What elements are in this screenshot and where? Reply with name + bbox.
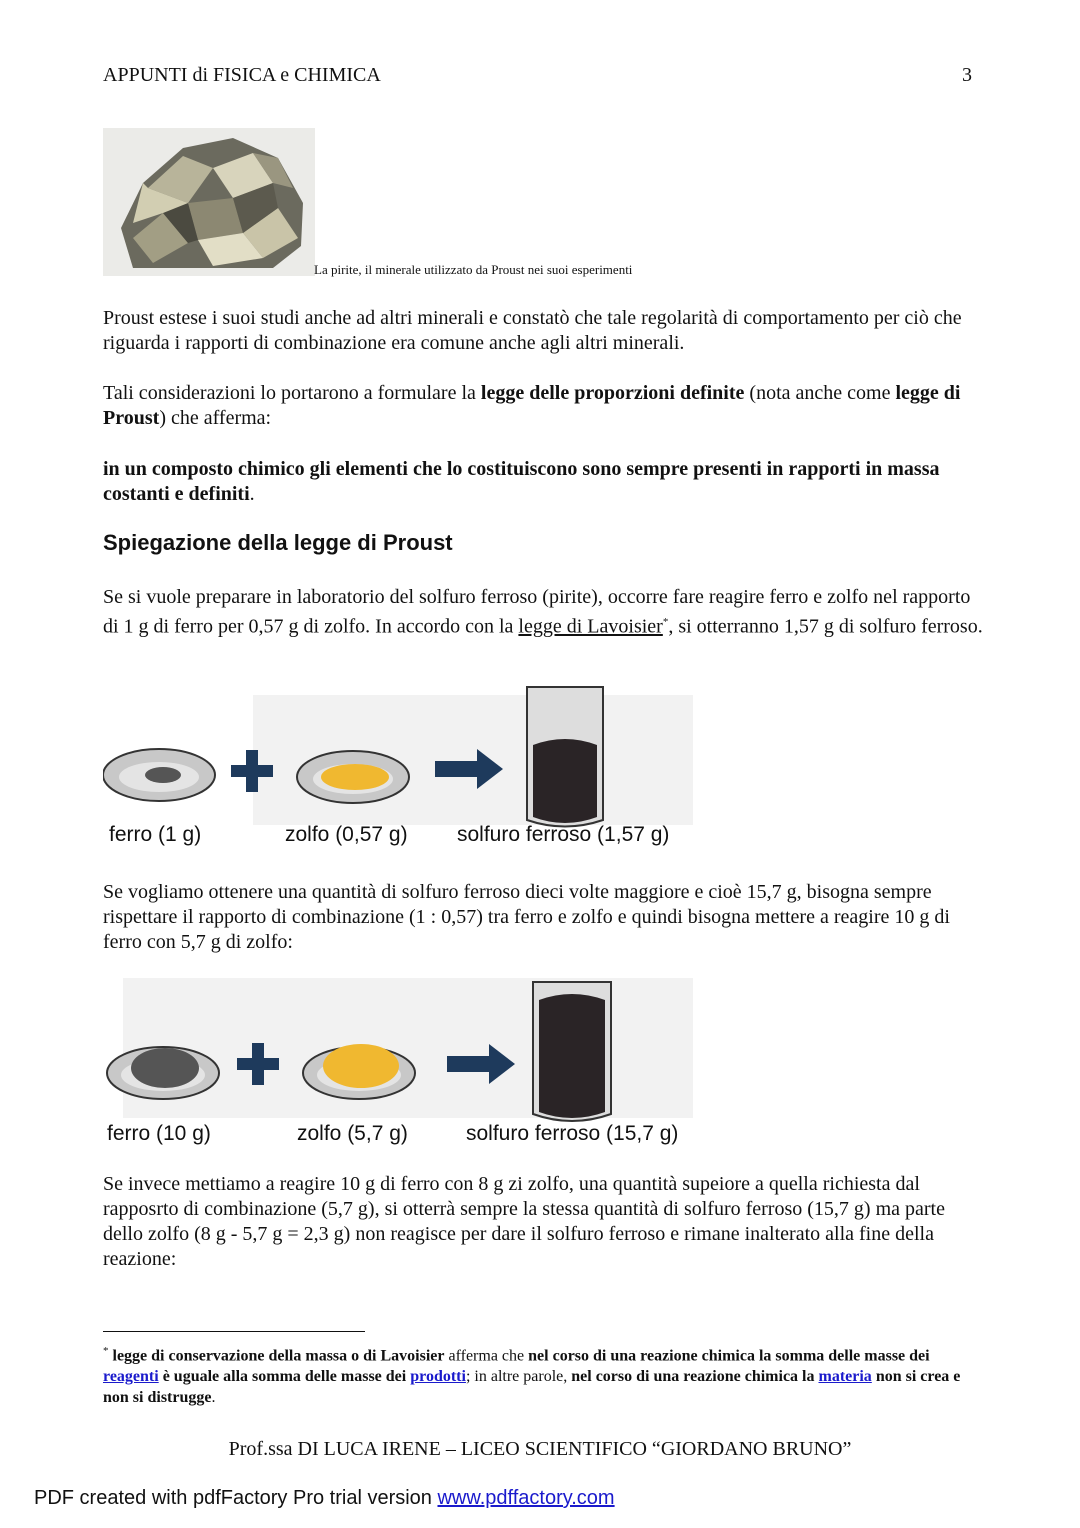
product-label: solfuro ferroso (1,57 g) [457, 823, 670, 846]
footnote-mark: * [662, 616, 669, 628]
sulfur-label: zolfo (5,7 g) [297, 1122, 408, 1145]
sulfur-dish [297, 751, 409, 803]
page-footer: Prof.ssa DI LUCA IRENE – LICEO SCIENTIFICO “GIORDANO BRUNO” [228, 1438, 852, 1460]
footnote [103, 1341, 983, 1408]
text: . [249, 483, 255, 505]
reaction-figure-1 [103, 685, 693, 855]
law-name-bold: legge delle proporzioni definite [480, 382, 745, 404]
text: ) che afferma: [159, 407, 272, 429]
text: ; in altre parole, [465, 1368, 572, 1386]
lavoisier-link[interactable]: legge di Lavoisier [518, 615, 663, 638]
law-statement [103, 457, 983, 507]
text-bold: nel corso di una reazione chimica la [571, 1368, 819, 1386]
header-title: APPUNTI di FISICA e CHIMICA [103, 64, 381, 86]
text: (nota anche come [744, 382, 896, 404]
text-bold: nel corso di una reazione chimica la somma delle masse dei [528, 1347, 930, 1365]
iron-dish [107, 1047, 219, 1099]
text: . [211, 1389, 216, 1407]
prodotti-link[interactable]: prodotti [410, 1368, 466, 1386]
reaction-figure-2 [103, 978, 693, 1148]
paragraph-tenfold: Se vogliamo ottenere una quantità di solfuro ferroso dieci volte maggiore e cioè 15,7 g, bisogna sempre rispettare il rapporto di combinazione (1 : 0,57) tra ferro e zolfo e quindi bisogna mettere a reagire 10 g di ferro con 5,7 g di zolfo: [103, 881, 950, 953]
paragraph-proust-studies: Proust estese i suoi studi anche ad altri minerali e constatò che tale regolarità di comportamento per ciò che riguarda i rapporti di combinazione era comune anche agli altri minerali. [103, 307, 962, 354]
iron-label: ferro (1 g) [109, 823, 202, 846]
sulfur-label: zolfo (0,57 g) [285, 823, 408, 846]
page-number: 3 [962, 64, 972, 86]
iron-dish [103, 749, 215, 801]
text: afferma che [444, 1347, 529, 1365]
product-label: solfuro ferroso (15,7 g) [466, 1122, 679, 1145]
footnote-term: legge di conservazione della massa o di Lavoisier [108, 1347, 445, 1365]
paragraph-law-intro [103, 381, 983, 431]
footnote-mark: * [103, 1345, 109, 1357]
beaker [527, 687, 603, 827]
text: Tali considerazioni lo portarono a formulare la [103, 382, 481, 404]
text: , si otterranno 1,57 g di solfuro ferroso. [668, 615, 983, 638]
pyrite-photo [103, 128, 315, 276]
pdf-banner [34, 1487, 615, 1510]
law-alt-name-bold: legge di Proust [103, 382, 961, 429]
reagenti-link[interactable]: reagenti [103, 1368, 159, 1386]
paragraph-excess-sulfur: Se invece mettiamo a reagire 10 g di ferro con 8 g zi zolfo, una quantità supeiore a quella richiesta dal rapposrto di combinazione (5,7 g), si otterrà sempre la stessa quantità di solfuro ferroso (15,7 g) ma parte dello zolfo (8 g - 5,7 g = 2,3 g) non reagisce per dare il solfuro ferroso e rimane inalterato alla fine della reazione: [103, 1173, 945, 1270]
pyrite-image [103, 128, 315, 276]
photo-caption: La pirite, il minerale utilizzato da Proust nei suoi esperimenti [314, 262, 633, 277]
law-text-bold: in un composto chimico gli elementi che lo costituiscono sono sempre presenti in rapporti in massa costanti e definiti [103, 458, 940, 505]
pdffactory-link[interactable]: www.pdffactory.com [437, 1487, 615, 1509]
text-bold: non si crea e non si distrugge [103, 1368, 961, 1407]
footnote-divider [103, 1331, 365, 1332]
beaker [533, 982, 611, 1121]
materia-link[interactable]: materia [818, 1368, 872, 1386]
paragraph-lab-preparation [103, 585, 983, 640]
text: Se si vuole preparare in laboratorio del solfuro ferroso (pirite), occorre fare reagire ferro e zolfo nel rapporto di 1 g di ferro per 0,57 g di zolfo. In accordo con la [103, 586, 971, 638]
iron-label: ferro (10 g) [107, 1122, 211, 1145]
pdf-banner-text: PDF created with pdfFactory Pro trial version [34, 1487, 438, 1509]
section-heading: Spiegazione della legge di Proust [103, 530, 453, 555]
text-bold: è uguale alla somma delle masse dei [158, 1368, 411, 1386]
